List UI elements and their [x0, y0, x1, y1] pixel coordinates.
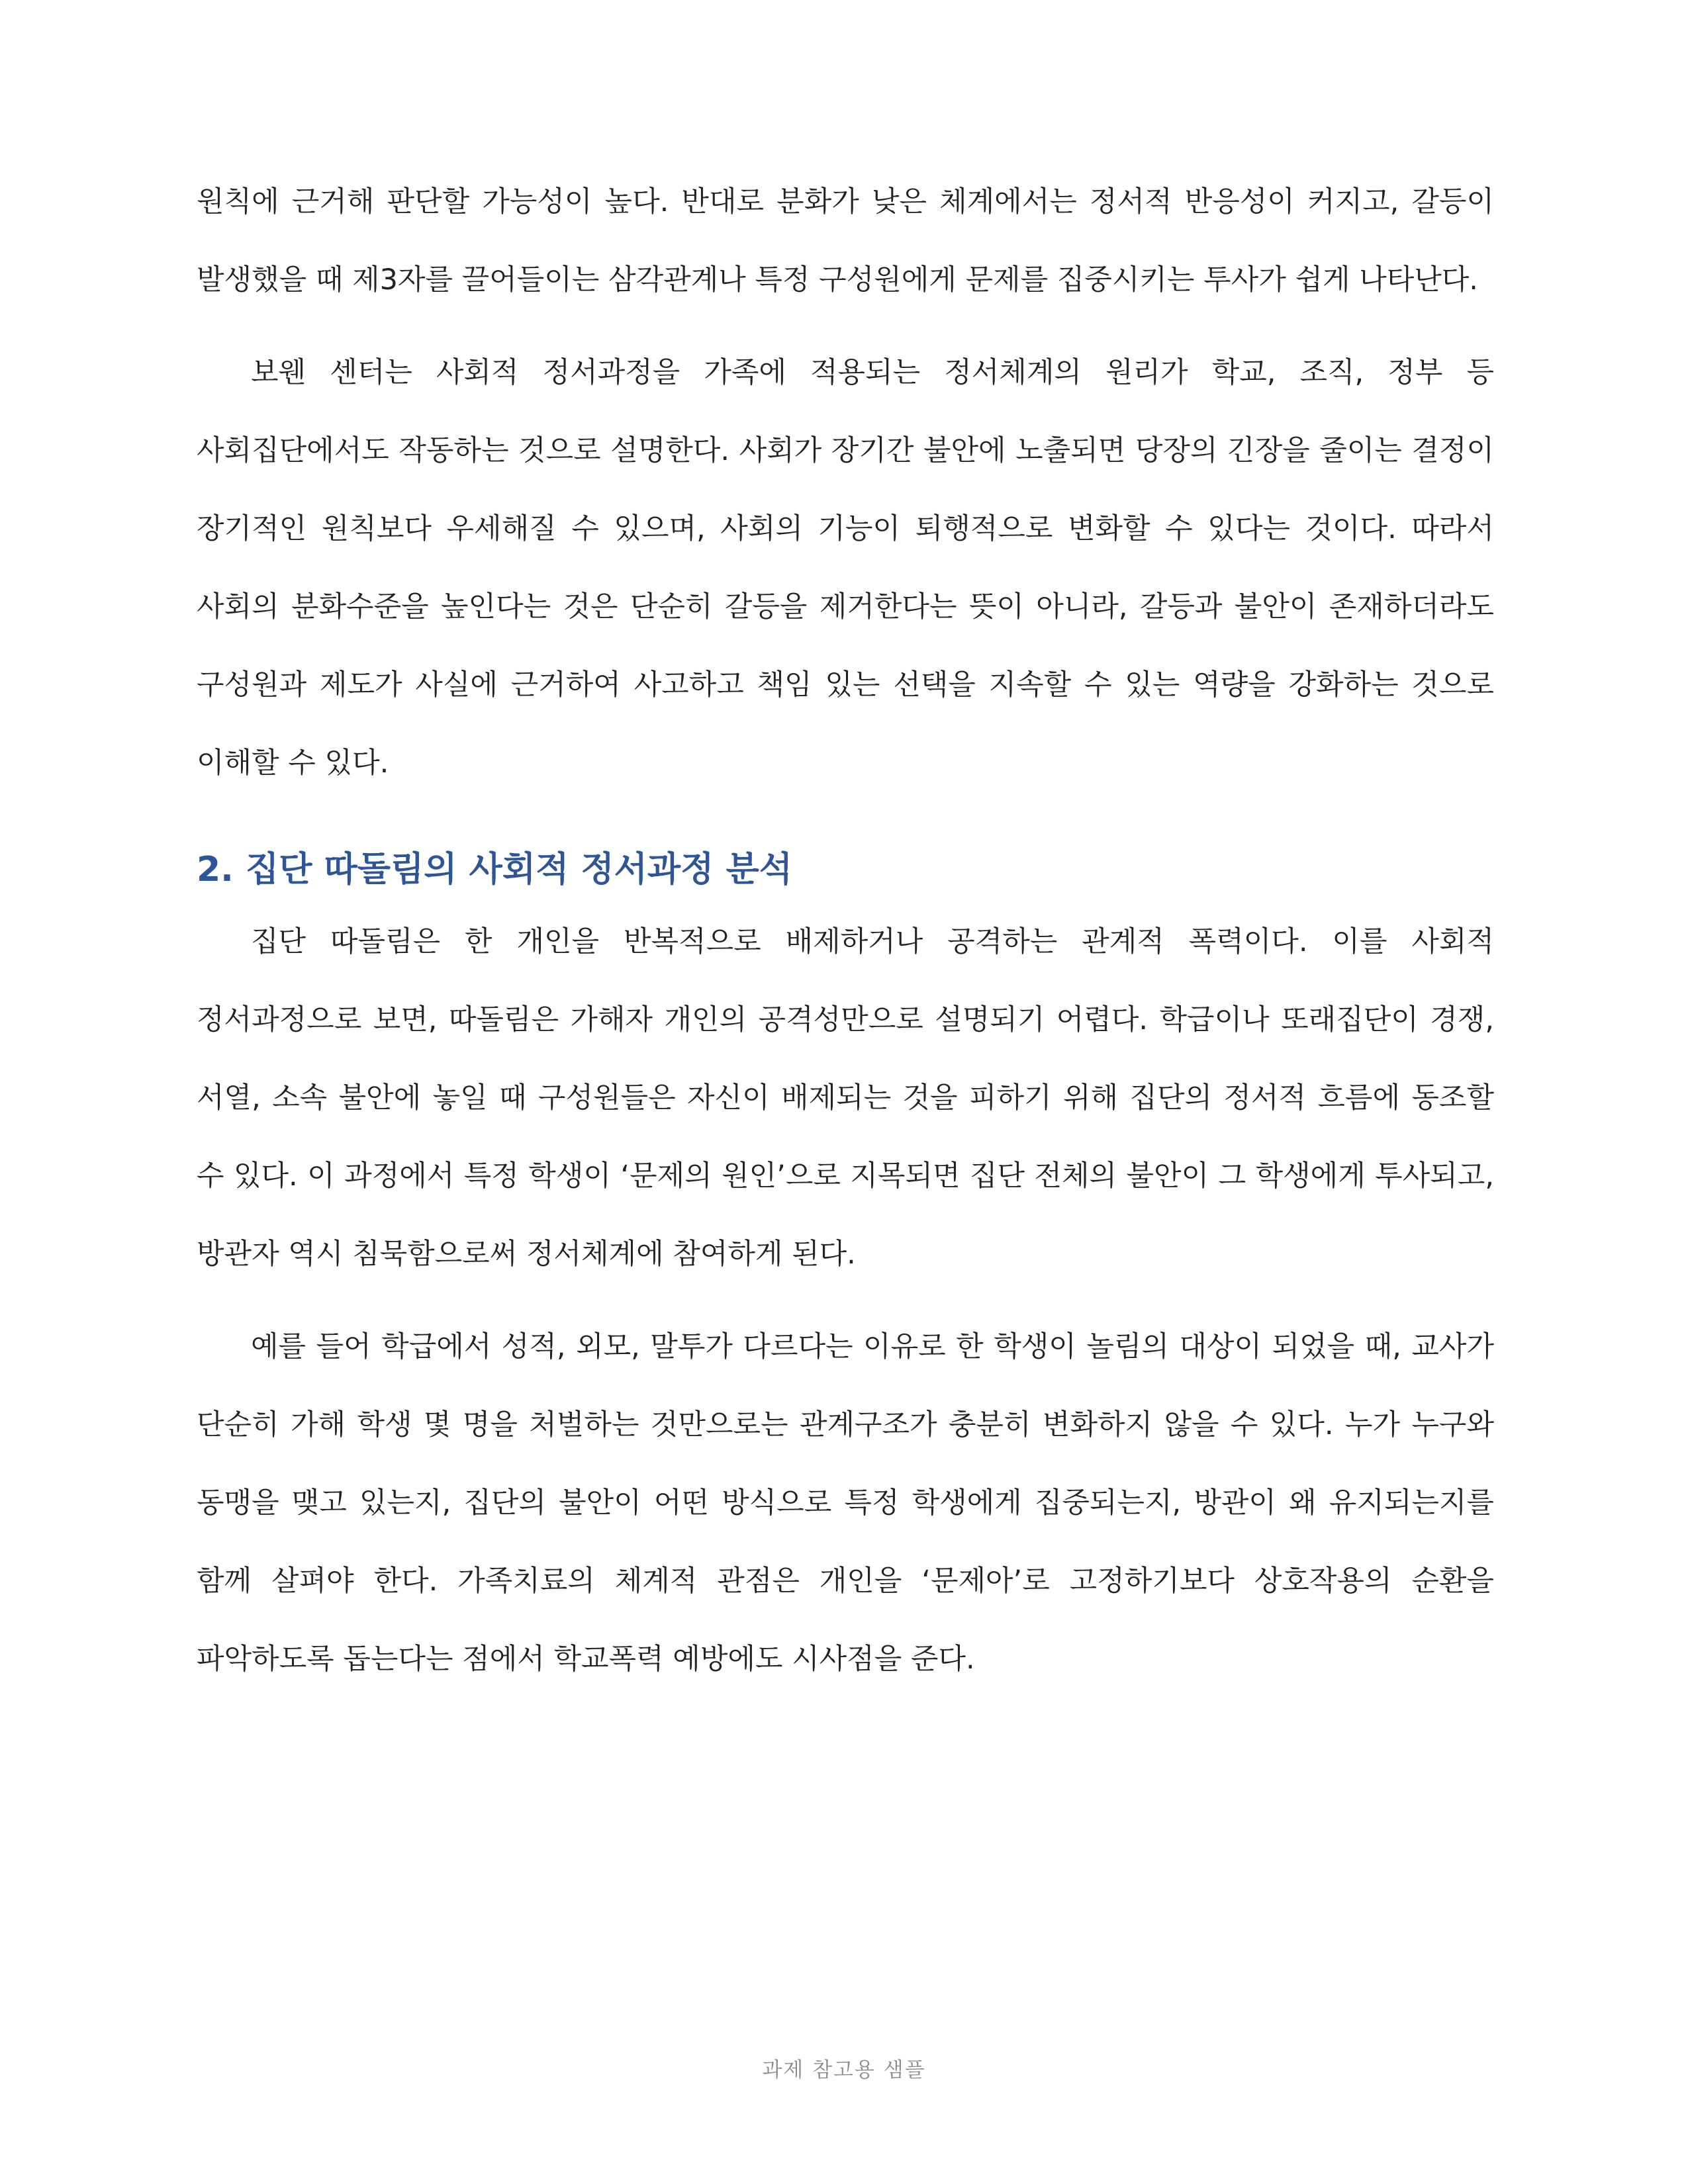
paragraph-group-bullying: 집단 따돌림은 한 개인을 반복적으로 배제하거나 공격하는 관계적 폭력이다. 이를 사회적 정서과정으로 보면, 따돌림은 가해자 개인의 공격성만으로 설명되기 어렵다. 학급이나 또래집단이 경쟁, 서열, 소속 불안에 놓일 때 구성원들은 자신이 배제되는 것을 피하기 위해 집단의 정서적 흐름에 동조할 수 있다. 이 과정에서 특정 학생이 ‘문제의 원인’으로 지목되면 집단 전체의 불안이 그 학생에게 투사되고, 방관자 역시 침묵함으로써 정서체계에 참여하게 된다.: [197, 925, 1494, 1271]
section-heading: 2. 집단 따돌림의 사회적 정서과정 분석: [197, 850, 792, 889]
paragraph-classroom-example: 예를 들어 학급에서 성적, 외모, 말투가 다르다는 이유로 한 학생이 놀림의 대상이 되었을 때, 교사가 단순히 가해 학생 몇 명을 처벌하는 것만으로는 관계구조가 충분히 변화하지 않을 수 있다. 누가 누구와 동맹을 맺고 있는지, 집단의 불안이 어떤 방식으로 특정 학생에게 집중되는지, 방관이 왜 유지되는지를 함께 살펴야 한다. 가족치료의 체계적 관점은 개인을 ‘문제아’로 고정하기보다 상호작용의 순환을 파악하도록 돕는다는 점에서 학교폭력 예방에도 시사점을 준다.: [197, 1330, 1494, 1676]
paragraph-continuation: 원칙에 근거해 판단할 가능성이 높다. 반대로 분화가 낮은 체계에서는 정서적 반응성이 커지고, 갈등이 발생했을 때 제3자를 끌어들이는 삼각관계나 특정 구성원에게 문제를 집중시키는 투사가 쉽게 나타난다.: [197, 185, 1494, 296]
page-footer: 과제 참고용 샘플: [762, 2058, 926, 2082]
document-body: [197, 163, 1494, 1698]
paragraph-bowen-center: 보웬 센터는 사회적 정서과정을 가족에 적용되는 정서체계의 원리가 학교, 조직, 정부 등 사회집단에서도 작동하는 것으로 설명한다. 사회가 장기간 불안에 노출되면 당장의 긴장을 줄이는 결정이 장기적인 원칙보다 우세해질 수 있으며, 사회의 기능이 퇴행적으로 변화할 수 있다는 것이다. 따라서 사회의 분화수준을 높인다는 것은 단순히 갈등을 제거한다는 뜻이 아니라, 갈등과 불안이 존재하더라도 구성원과 제도가 사실에 근거하여 사고하고 책임 있는 선택을 지속할 수 있는 역량을 강화하는 것으로 이해할 수 있다.: [197, 356, 1494, 780]
